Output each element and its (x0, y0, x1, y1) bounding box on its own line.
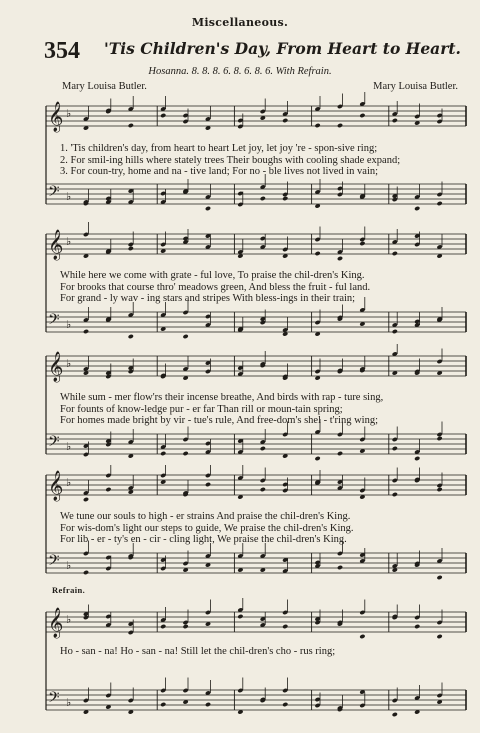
bass-clef-icon: 𝄢 (48, 433, 60, 454)
lyric-verse-2: 2. For smil-ing hills where stately trees Their boughs with cooling shade expand; (60, 154, 401, 166)
note-head (437, 487, 443, 492)
lyric-verse-3: For grand - ly wav - ing stars and stripes With bless-ings in their train; (60, 293, 356, 304)
note-head (337, 123, 343, 128)
note-head (392, 118, 398, 123)
bass-clef-icon: 𝄢 (48, 183, 60, 204)
treble-clef-icon: 𝄞 (48, 230, 64, 260)
note-head (437, 634, 443, 639)
note-head (359, 241, 365, 246)
note-head (237, 614, 243, 619)
lyric-verse-3: 3. For coun-try, home and na - tive land; For no - ble lives not lived in vain; (60, 166, 379, 177)
note-head (83, 570, 89, 575)
refrain-label: Refrain. (52, 585, 86, 595)
section-heading: Miscellaneous. (191, 16, 289, 29)
note-head (282, 624, 288, 629)
bass-clef-icon: 𝄢 (48, 552, 60, 573)
music-system-2 (0, 222, 480, 342)
note-head (205, 206, 211, 211)
note-head (128, 123, 134, 128)
note-head (414, 206, 420, 211)
lyrics-block-1 (60, 143, 465, 178)
tune-meter: Hosanna. 8. 8. 8. 6. 8. 6. 8. 6. With Refrain. (148, 66, 332, 77)
note-head (128, 246, 134, 251)
lyrics-block-2 (60, 270, 465, 305)
lyric-verse-2: For brooks that course thro' meadows green, And bless the fruit - ful land. (60, 281, 371, 293)
treble-clef-icon: 𝄞 (48, 471, 64, 501)
note-head (315, 456, 321, 461)
note-head (392, 251, 398, 256)
flat-icon: ♭ (66, 613, 72, 626)
author-words: Mary Louisa Butler. (62, 81, 147, 92)
treble-clef-icon: 𝄞 (48, 608, 64, 638)
note-head (205, 482, 211, 487)
note-head (83, 329, 89, 334)
flat-icon: ♭ (66, 318, 72, 331)
note-head (282, 702, 288, 707)
note-head (105, 487, 111, 492)
music-system-5 (0, 598, 480, 723)
note-head (437, 436, 443, 441)
lyric-verse-1: While sum - mer flow'rs their incense breathe, And birds with rap - ture sing, (60, 392, 384, 403)
bass-clef-icon: 𝄢 (48, 311, 60, 332)
bass-clef-icon: 𝄢 (48, 689, 60, 710)
note-head (160, 451, 166, 456)
note-head (437, 575, 443, 580)
hymn-title-row (44, 38, 464, 64)
lyric-verse-1: 1. 'Tis children's day, from heart to heart Let joy, let joy 're - spon-sive ring; (60, 143, 378, 154)
note-head (160, 624, 166, 629)
note-head (160, 113, 166, 118)
hymn-number: 354 (44, 38, 80, 64)
flat-icon: ♭ (66, 440, 72, 453)
note-head (282, 196, 288, 201)
music-system-3 (0, 344, 480, 464)
lyric-refrain: Ho - san - na! Ho - san - na! Still let the chil-dren's cho - rus ring; (60, 646, 336, 657)
note-head (260, 487, 266, 492)
hymn-title: 'Tis Children's Day, From Heart to Heart. (104, 39, 461, 58)
note-head (337, 565, 343, 570)
flat-icon: ♭ (66, 696, 72, 709)
note-head (183, 624, 189, 629)
lyric-verse-2: For founts of know-ledge pur - er far Than rill or moun-tain spring; (60, 403, 343, 415)
treble-clef-icon: 𝄞 (48, 352, 64, 382)
note-head (392, 492, 398, 497)
lyrics-block-4 (60, 511, 465, 546)
note-head (337, 256, 343, 261)
note-head (128, 334, 134, 339)
note-head (337, 451, 343, 456)
flat-icon: ♭ (66, 235, 72, 248)
note-head (183, 451, 189, 456)
note-head (437, 201, 443, 206)
note-head (392, 446, 398, 451)
note-head (315, 251, 321, 256)
note-head (260, 446, 266, 451)
lyric-verse-1: While here we come with grate - ful love, To praise the chil-dren's King. (60, 270, 365, 281)
music-system-4 (0, 465, 480, 585)
lyric-verse-2: For wis-dom's light our steps to guide, We praise the chil-dren's King. (60, 522, 354, 534)
music-system-1 (0, 92, 480, 214)
note-head (160, 702, 166, 707)
note-head (83, 497, 89, 502)
staff-score-5 (0, 598, 480, 723)
lyrics-block-5 (60, 646, 465, 658)
note-head (315, 123, 321, 128)
lyrics-block-3 (60, 392, 465, 427)
flat-icon: ♭ (66, 357, 72, 370)
note-head (359, 113, 365, 118)
flat-icon: ♭ (66, 190, 72, 203)
note-head (392, 329, 398, 334)
lyric-verse-3: For homes made bright by vir - tue's rule, And free-dom's shel - t'ring wing; (60, 415, 378, 426)
lyric-verse-1: We tune our souls to high - er strains And praise the chil-dren's King. (60, 511, 351, 522)
treble-clef-icon: 𝄞 (48, 102, 64, 132)
flat-icon: ♭ (66, 559, 72, 572)
note-head (183, 334, 189, 339)
note-head (260, 196, 266, 201)
note-head (392, 712, 398, 717)
flat-icon: ♭ (66, 476, 72, 489)
note-head (414, 624, 420, 629)
lyric-verse-3: For lib - er - ty's en - cir - cling light, We praise the chil-dren's King. (60, 534, 347, 545)
note-head (414, 456, 420, 461)
flat-icon: ♭ (66, 107, 72, 120)
note-head (282, 118, 288, 123)
note-head (205, 702, 211, 707)
author-music: Mary Louisa Butler. (373, 81, 458, 92)
note-head (359, 634, 365, 639)
